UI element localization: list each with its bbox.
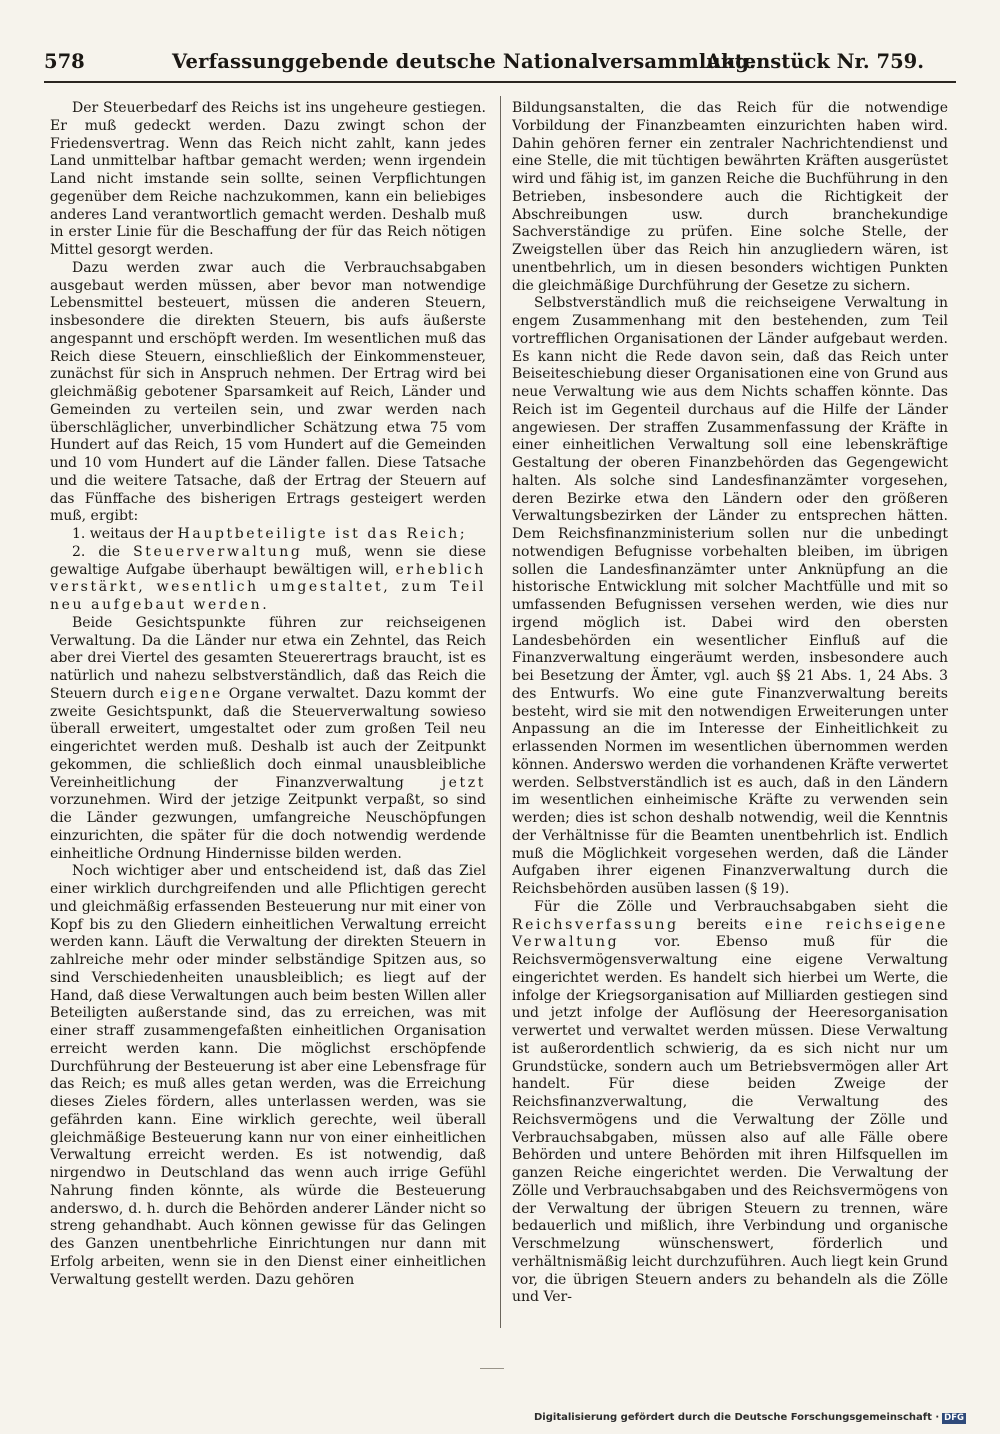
paragraph-text: Für die Zölle und Verbrauchsabgaben sieht die (534, 898, 948, 915)
list-item (50, 544, 486, 615)
paragraph: Bildungsanstalten, die das Reich für die notwendige Vorbildung der Finanzbeamten einzurichten haben wird. Dahin gehören ferner ein zentraler Nachrichtendienst und eine Stelle, die mit tüchtigen bewährten Kräften ausgerüstet wird und fähig ist, im ganzen Reiche die Buchführung in den Betrieben, insbesondere auch die Richtigkeit der Abschreibungen usw. durch branchekundige Sachverständige zu prüfen. Eine solche Stelle, der Zweigstellen über das Reich hin anzugliedern wären, ist unentbehrlich, um in diesen besonders wichtigen Punkten die gleichmäßige Durchführung der Gesetze zu sichern. (512, 100, 948, 294)
paragraph-text: vor. Ebenso muß für die Reichsvermögensverwaltung eine eigene Verwaltung eingerichtet werden. Es handelt sich hierbei um Werte, die infolge der Kriegsorganisation auf Milliarden gestiegen sind und jetzt infolge der Auflösung der Heeresorganisation verwertet und verwaltet werden müssen. Diese Verwaltung ist außerordentlich schwierig, da es sich nicht nur um Grundstücke, sondern auch um Betriebsvermögen aller Art handelt. Für diese beiden Zweige der Reichsfinanzverwaltung, die Verwaltung des Reichsvermögens und die Verwaltung der Zölle und Verbrauchsabgaben, müssen also auf alle Fälle obere Behörden und untere Behörden mit ihren Hilfsquellen im ganzen Reiche eingerichtet werden. Die Verwaltung der Zölle und Verbrauchsabgaben und des Reichsvermögens von der Verwaltung der übrigen Steuern zu trennen, wäre bedauerlich und mißlich, ihre Verbindung und organische Verschmelzung wünschenswert, förderlich und verhältnismäßig leicht durchzuführen. Auch liegt kein Grund vor, die übrigen Steuern anders zu behandeln als die Zölle und Ver- (512, 934, 948, 1306)
paragraph-text: Beide Gesichtspunkte führen zur reichseigenen Verwaltung. Da die Länder nur etwa ein Zehntel, das Reich aber drei Viertel des gesamten Steuerertrags braucht, ist es natürlich und nahezu selbstverständlich, daß das Reich die Steuern durch (50, 614, 486, 702)
header-rule (44, 81, 956, 83)
digitization-credit (534, 1412, 966, 1424)
emphasis-text: Reichsverfassung (512, 916, 679, 933)
emphasis-text: eigene (159, 685, 223, 702)
list-item (50, 526, 486, 544)
paragraph-text: Organe verwaltet. Dazu kommt der zweite Gesichtspunkt, daß die Steuerverwaltung sowieso überall erweitert, umgestaltet oder zum großen Teil neu eingerichtet werden muß. Deshalb ist auch der Zeitpunkt gekommen, die schließlich doch einmal unausbleibliche Vereinheitlichung der Finanzverwaltung (50, 685, 486, 791)
list-item-text: . (262, 597, 267, 613)
paragraph: Der Steuerbedarf des Reichs ist ins ungeheure gestiegen. Er muß gedeckt werden. Dazu zwingt schon der Friedensvertrag. Wenn das Reich nicht zahlt, kann jedes Land unmittelbar haftbar gemacht werden; wenn irgendein Land nicht imstande sein sollte, seinen Verpflichtungen gegenüber dem Reiche nachzukommen, kann ein beliebiges anderes Land verantwortlich gemacht werden. Deshalb muß in erster Linie für die Beschaffung der für das Reich nötigen Mittel gesorgt werden. (50, 100, 486, 258)
emphasis-text: Hauptbeteiligte ist das Reich (177, 526, 460, 542)
document-number: Aktenstück Nr. 759. (706, 50, 924, 73)
paragraph: Dazu werden zwar auch die Verbrauchsabgaben ausgebaut werden müssen, aber bevor man notwendige Lebensmittel besteuert, müssen die anderen Steuern, insbesondere die direkten Steuern, bis aufs äußerste angespannt und erschöpft werden. Im wesentlichen muß das Reich diese Steuern, einschließlich der Einkommensteuer, zunächst für sich in Anspruch nehmen. Der Ertrag wird bei gleichmäßig gebotener Sparsamkeit auf Reich, Länder und Gemeinden zu verteilen sein, und zwar werden nach überschläglicher, unverbindlicher Schätzung etwa 75 vom Hundert auf das Reich, 15 vom Hundert auf die Gemeinden und 10 vom Hundert auf die Länder fallen. Diese Tatsache und die weitere Tatsache, daß der Ertrag der Steuern auf das Fünffache des bisherigen Ertrags gesteigert werden muß, ergibt: (50, 259, 486, 525)
emphasis-text: eine reichseigene Verwaltung (512, 916, 948, 951)
list-item-text: muß, wenn sie diese gewaltige Aufgabe überhaupt bewältigen will, (50, 543, 486, 578)
credit-text: Digitalisierung gefördert durch die Deutsche Forschungsgemeinschaft (534, 1412, 932, 1423)
dfg-logo: DFG (944, 1413, 964, 1423)
emphasis-text: Steuerverwaltung (133, 543, 303, 560)
right-column (512, 100, 948, 1332)
credit-separator: · (931, 1412, 940, 1423)
list-item-text: 1. weitaus der (72, 526, 178, 542)
left-column (50, 100, 486, 1332)
emphasis-text: erheblich verstärkt, wesentlich umgestaltet, zum Teil neu aufgebaut werden (50, 561, 486, 613)
paragraph (512, 899, 948, 1307)
emphasis-text: jetzt (441, 774, 486, 791)
column-separator (500, 96, 501, 1328)
paragraph: Selbstverständlich muß die reichseigene Verwaltung in engem Zusammenhang mit den bestehenden, zum Teil vortrefflichen Organisationen der Länder aufgebaut werden. Es kann nicht die Rede davon sein, daß das Reich unter Beiseiteschiebung dieser Organisationen eine von Grund aus neue Verwaltung wie aus dem Nichts schaffen könnte. Das Reich ist im Gegenteil durchaus auf die Hilfe der Länder angewiesen. Der straffen Zusammenfassung der Kräfte in einer einheitlichen Verwaltung soll eine lebenskräftige Gestaltung der oberen Finanzbehörden das Gegengewicht halten. Als solche sind Landesfinanzämter vorgesehen, deren Bezirke etwa den Ländern oder den größeren Verwaltungsbezirken der Länder zu entsprechen hätten. Dem Reichsfinanzministerium sollen nur die unbedingt notwendigen Befugnisse vorbehalten bleiben, im übrigen sollen die Landesfinanzämter unter Anknüpfung an die historische Entwicklung mit solcher Machtfülle und mit so umfassenden Befugnissen versehen werden, wie dies nur irgend möglich ist. Dabei wird den obersten Landesbehörden ein wesentlicher Einfluß auf die Finanzverwaltung eingeräumt werden, insbesondere auch bei Besetzung der Ämter, vgl. auch §§ 21 Abs. 1, 24 Abs. 3 des Entwurfs. Wo eine gute Finanzverwaltung bereits besteht, wird sie mit den notwendigen Erweiterungen unter Anpassung an die im Interesse der Einheitlichkeit zu erlassenden Normen im wesentlichen übernommen werden können. Anderswo werden die vorhandenen Kräfte verwertet werden. Selbstverständlich ist es auch, daß in den Ländern im wesentlichen einheimische Kräfte zu verwenden sein werden; dies ist schon deshalb notwendig, weil die Kenntnis der Verhältnisse für die Beamten unentbehrlich ist. Endlich muß die Möglichkeit vorgesehen werden, daß die Länder Aufgaben ihrer eigenen Finanzverwaltung durch die Reichsbehörden ausüben lassen (§ 19). (512, 295, 948, 897)
page-number: 578 (44, 50, 85, 73)
page-header (44, 50, 924, 80)
running-title: Verfassunggebende deutsche Nationalversammlung. (172, 50, 757, 73)
list-item-text: 2. die (72, 543, 134, 560)
paragraph-text: bereits (678, 916, 765, 933)
paragraph-text: vorzunehmen. Wird der jetzige Zeitpunkt verpaßt, so sind die Länder gezwungen, umfangreiche Neuschöpfungen einzurichten, die später für die doch notwendig werdende einheitliche Ordnung Hindernisse bilden werden. (50, 792, 486, 862)
footer-divider (480, 1368, 504, 1369)
paragraph (50, 615, 486, 864)
paragraph: Noch wichtiger aber und entscheidend ist, daß das Ziel einer wirklich durchgreifenden und alle Pflichtigen gerecht und gleichmäßig erfassenden Besteuerung nur mit einer von Kopf bis zu den Gliedern einheitlichen Verwaltung erreicht werden kann. Läuft die Verwaltung der direkten Steuern in zahlreiche mehr oder minder selbständige Spitzen aus, so sind Verschiedenheiten unausbleiblich; es liegt auf der Hand, daß diese Verwaltungen auch beim besten Willen aller Beteiligten außerstande sind, das zu erreichen, was mit einer straff zusammengefaßten einheitlichen Organisation erreicht werden kann. Die möglichst erschöpfende Durchführung der Besteuerung ist aber eine Lebensfrage für das Reich; es muß alles getan werden, was die Erreichung dieses Zieles fördern, alles unterlassen werden, was sie gefährden kann. Eine wirklich gerechte, weil überall gleichmäßige Besteuerung kann nur von einer einheitlichen Verwaltung erreicht werden. Es ist notwendig, daß nirgendwo in Deutschland das wenn auch irrige Gefühl Nahrung finden könnte, als würde die Besteuerung anderswo, d. h. durch die Behörden anderer Länder nicht so streng gehandhabt. Auch können gewisse für das Gelingen des Ganzen unentbehrliche Einrichtungen nur dann mit Erfolg arbeiten, wenn sie in den Dienst einer einheitlichen Verwaltung gestellt werden. Dazu gehören (50, 863, 486, 1288)
list-item-text: ; (459, 526, 465, 542)
